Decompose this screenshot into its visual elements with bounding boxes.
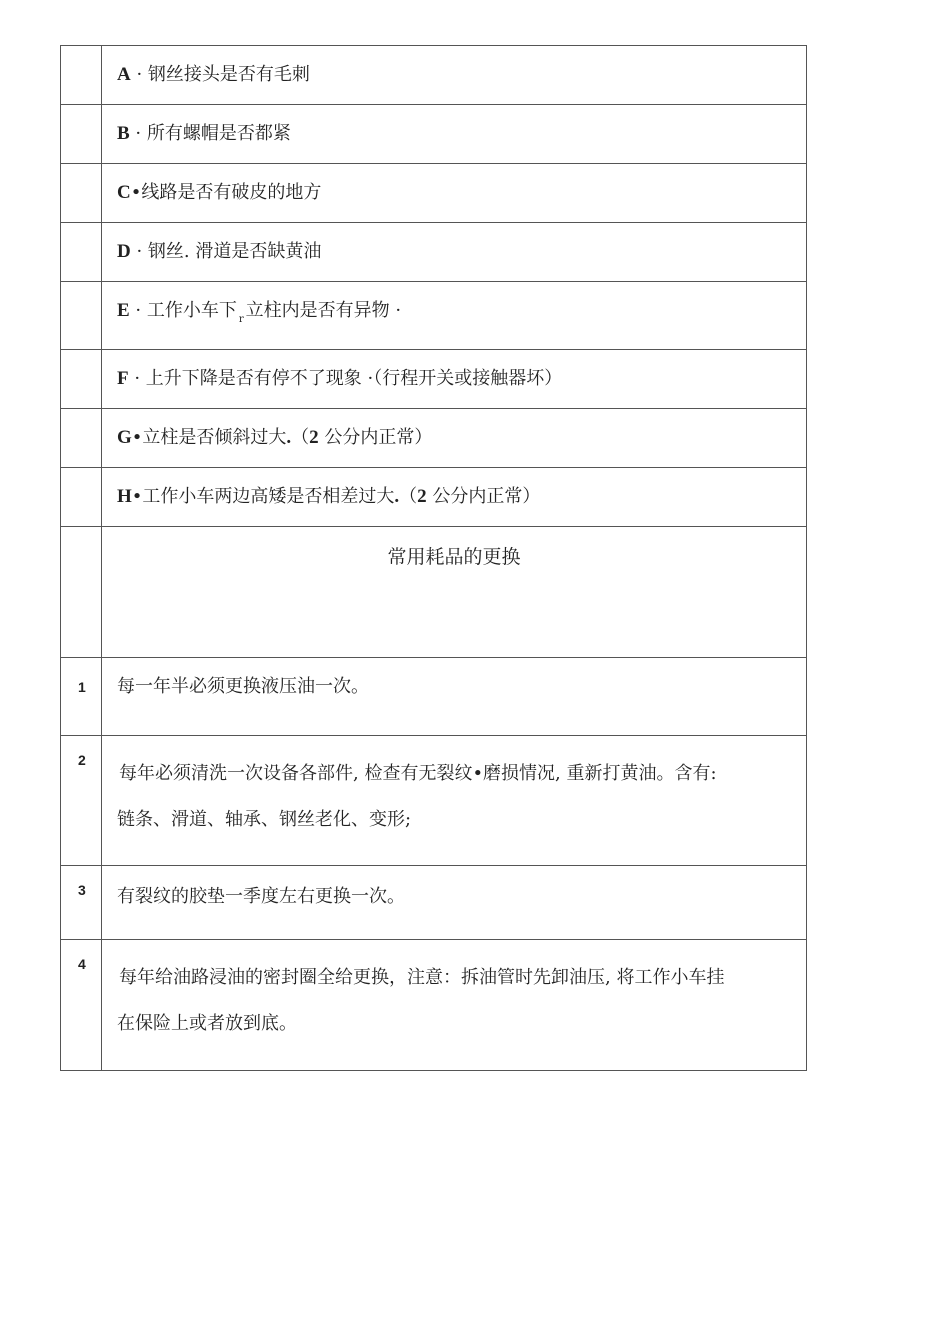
item-text-line-1: 每年给油路浸油的密封圈全给更换，注意：拆油管时先卸油压, 将工作小车挂 <box>119 967 725 988</box>
number-cell <box>61 468 102 527</box>
check-text: 所有螺帽是否都紧 <box>146 123 291 144</box>
paren-open: （ <box>399 486 418 507</box>
section-title: 常用耗品的更换 <box>102 527 807 658</box>
check-letter: G <box>117 427 132 448</box>
check-row-a <box>61 46 807 105</box>
check-text: 上升下降是否有停不了现象 ·（行程开关或接触器坏） <box>145 368 563 389</box>
item-text-line-1: 每年必须清洗一次设备各部件, 检查有无裂纹•磨损情况, 重新打黄油。含有: <box>119 763 717 784</box>
separator: • <box>130 182 142 203</box>
check-text: 工作小车两边高矮是否相差过大 <box>142 486 395 507</box>
item-number: 4 <box>61 940 102 1071</box>
check-text-cell <box>102 468 807 527</box>
bold-period: . <box>286 427 292 448</box>
item-text-line-2: 链条、滑道、轴承、钢丝老化、变形; <box>117 809 412 830</box>
separator: · <box>130 64 148 85</box>
check-row-b <box>61 105 807 164</box>
separator: · <box>129 123 147 144</box>
check-row-h <box>61 468 807 527</box>
section-heading-row <box>61 527 807 658</box>
number-cell <box>61 164 102 223</box>
check-row-e <box>61 282 807 350</box>
item-row-1 <box>61 658 807 736</box>
number-cell <box>61 350 102 409</box>
check-letter: D <box>117 241 131 262</box>
check-text-cell <box>102 164 807 223</box>
number-cell <box>61 223 102 282</box>
number-cell <box>61 527 102 658</box>
subscript-mark: r <box>238 314 244 325</box>
item-row-4 <box>61 940 807 1071</box>
paren-open: （ <box>291 427 310 448</box>
tolerance-text: 公分内正常） <box>426 486 541 507</box>
check-row-f <box>61 350 807 409</box>
check-letter: C <box>117 182 131 203</box>
separator: · <box>130 241 148 262</box>
check-letter: F <box>117 368 129 389</box>
check-row-c <box>61 164 807 223</box>
check-letter: H <box>117 486 132 507</box>
separator: • <box>131 486 143 507</box>
check-text: 线路是否有破皮的地方 <box>141 182 322 203</box>
check-text: 立柱是否倾斜过大 <box>142 427 287 448</box>
check-letter: E <box>117 300 130 321</box>
item-number: 1 <box>61 658 102 736</box>
item-number: 2 <box>61 736 102 866</box>
number-cell <box>61 46 102 105</box>
separator: · <box>129 300 147 321</box>
item-row-3 <box>61 866 807 940</box>
item-text-line-2: 在保险上或者放到底。 <box>117 1013 297 1034</box>
check-row-d <box>61 223 807 282</box>
tolerance-number: 2 <box>417 486 427 507</box>
item-number: 3 <box>61 866 102 940</box>
separator: • <box>131 427 143 448</box>
item-text-cell <box>102 940 807 1071</box>
bold-period: . <box>394 486 400 507</box>
item-text: 有裂纹的胶垫一季度左右更换一次。 <box>102 866 807 940</box>
check-letter: A <box>117 64 131 85</box>
number-cell <box>61 105 102 164</box>
check-row-g <box>61 409 807 468</box>
tolerance-text: 公分内正常） <box>318 427 433 448</box>
check-text: 钢丝. 滑道是否缺黄油 <box>147 241 322 262</box>
check-text-cell <box>102 46 807 105</box>
check-text-cell <box>102 223 807 282</box>
check-text-cell <box>102 350 807 409</box>
check-text-cont: 立柱内是否有异物 · <box>245 300 402 321</box>
item-row-2 <box>61 736 807 866</box>
check-text-cell <box>102 409 807 468</box>
number-cell <box>61 409 102 468</box>
check-text-cell <box>102 105 807 164</box>
item-text-cell <box>102 736 807 866</box>
tolerance-number: 2 <box>309 427 319 448</box>
check-letter: B <box>117 123 130 144</box>
maintenance-table <box>60 45 807 1071</box>
check-text-cell <box>102 282 807 350</box>
check-text: 钢丝接头是否有毛刺 <box>147 64 310 85</box>
item-text: 每一年半必须更换液压油一次。 <box>102 658 807 736</box>
separator: · <box>128 368 146 389</box>
check-text: 工作小车下 <box>146 300 237 321</box>
number-cell <box>61 282 102 350</box>
